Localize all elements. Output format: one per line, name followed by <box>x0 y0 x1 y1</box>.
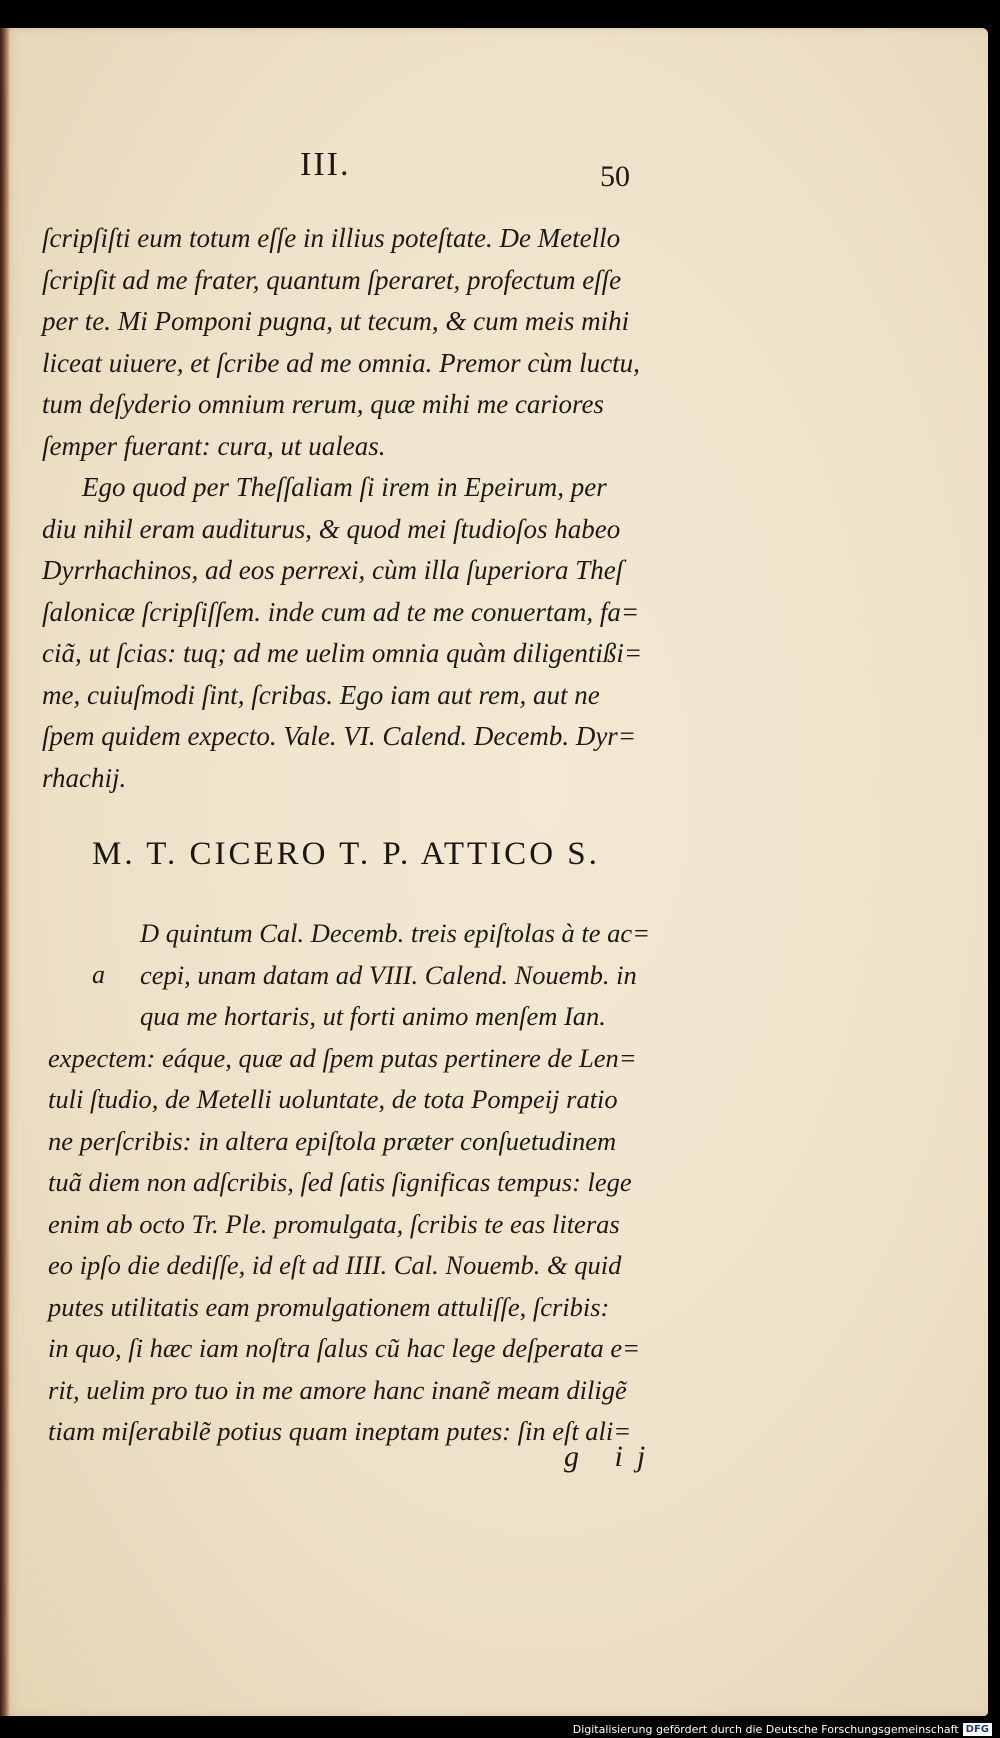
text-line: ſcripſit ad me frater, quantum ſperaret, profectum eſſe <box>42 264 622 295</box>
text-line: expectem: eáque, quæ ad ſpem putas pertinere de Len= <box>48 1042 637 1073</box>
text-line: ſpem quidem expecto. Vale. VI. Calend. Decemb. Dyr= <box>42 721 637 751</box>
text-line: tuã diem non adſcribis, ſed ſatis ſignificas tempus: lege <box>48 1167 632 1197</box>
text-line: ciã, ut ſcias: tuq; ad me uelim omnia quàm diligentißi= <box>42 638 643 668</box>
text-line: ſcripſiſti eum totum eſſe in illius poteſtate. De Metello <box>42 223 621 253</box>
footer-credit: Digitalisierung gefördert durch die Deutsche Forschungsgemeinschaft <box>572 1723 959 1736</box>
text-line: per te. Mi Pomponi pugna, ut tecum, & cum meis mihi <box>42 306 630 336</box>
continuing-letter-text <box>42 218 682 799</box>
letter-heading: M. T. CICERO T. P. ATTICO S. <box>92 836 600 872</box>
text-line: Dyrrhachinos, ad eos perrexi, cùm illa ſuperiora Theſ <box>42 555 624 585</box>
digitization-footer <box>573 1723 992 1736</box>
text-line: ſalonicæ ſcripſiſſem. inde cum ad te me conuertam, fa= <box>42 596 640 627</box>
signature-mark: g ij <box>564 1440 660 1473</box>
text-line: cepi, unam datam ad VIII. Calend. Nouemb. in <box>140 959 637 990</box>
text-line: tuli ſtudio, de Metelli uoluntate, de tota Pompeij ratio <box>48 1084 618 1114</box>
text-line: rit, uelim pro tuo in me amore hanc inanẽ meam diligẽ <box>48 1374 627 1405</box>
page-gutter-shadow <box>0 28 10 1716</box>
running-head: III. <box>300 146 351 183</box>
dfg-logo-icon: DFG <box>963 1723 992 1736</box>
text-line: enim ab octo Tr. Ple. promulgata, ſcribis te eas literas <box>48 1208 620 1239</box>
text-line: liceat uiuere, et ſcribe ad me omnia. Premor cùm luctu, <box>42 347 640 378</box>
book-page <box>0 28 988 1716</box>
text-line: rhachij. <box>42 762 127 793</box>
text-line: ſemper fuerant: cura, ut ualeas. <box>42 430 386 461</box>
page-number: 50 <box>600 160 630 193</box>
text-line: in quo, ſi hæc iam noſtra ſalus cũ hac lege deſperata e= <box>48 1333 640 1363</box>
text-line: Ego quod per Theſſaliam ſi irem in Epeirum, per <box>82 472 607 502</box>
text-line: tum deſyderio omnium rerum, quæ mihi me cariores <box>42 389 604 419</box>
text-line: me, cuiuſmodi ſint, ſcribas. Ego iam aut rem, aut ne <box>42 679 600 710</box>
marginal-note: a <box>92 960 105 989</box>
text-line: qua me hortaris, ut forti animo menſem Ian. <box>140 1001 606 1031</box>
text-line: tiam miſerabilẽ potius quam ineptam putes: ſin eſt ali= <box>48 1416 632 1446</box>
text-line: ne perſcribis: in altera epiſtola præter conſuetudinem <box>48 1125 617 1156</box>
text-line: putes utilitatis eam promulgationem attuliſſe, ſcribis: <box>48 1291 610 1322</box>
text-line: D quintum Cal. Decemb. treis epiſtolas à te ac= <box>140 918 651 948</box>
text-line: eo ipſo die dediſſe, id eſt ad IIII. Cal. Nouemb. & quid <box>48 1250 622 1280</box>
text-line: diu nihil eram auditurus, & quod mei ſtudioſos habeo <box>42 513 621 544</box>
new-letter-text <box>48 913 688 1453</box>
